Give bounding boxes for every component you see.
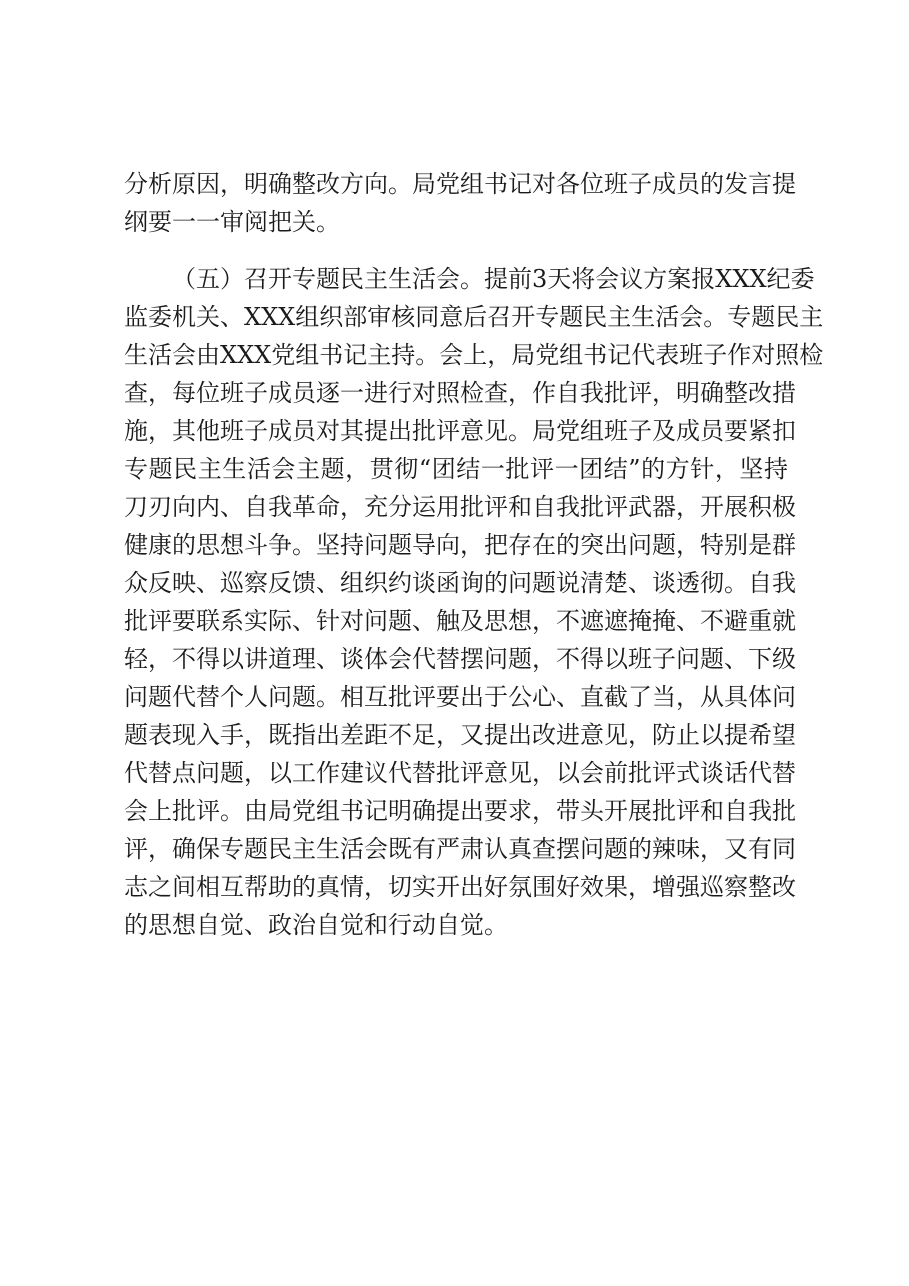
text-line: 生活会由XXX党组书记主持。会上，局党组书记代表班子作对照检	[124, 341, 824, 369]
text-line: 评，确保专题民主生活会既有严肃认真查摆问题的辣味，又有同	[124, 835, 796, 863]
text-line: 的思想自觉、政治自觉和行动自觉。	[124, 911, 508, 939]
text-line: （五）召开专题民主生活会。提前3天将会议方案报XXX纪委	[172, 265, 815, 293]
text-line: 题表现入手，既指出差距不足，又提出改进意见，防止以提希望	[124, 721, 796, 749]
text-line: 施，其他班子成员对其提出批评意见。局党组班子及成员要紧扣	[124, 417, 796, 445]
text-line: 批评要联系实际、针对问题、触及思想，不遮遮掩掩、不避重就	[124, 607, 796, 635]
text-line: 专题民主生活会主题，贯彻“团结一批评一团结”的方针，坚持	[124, 455, 788, 483]
text-line: 监委机关、XXX组织部审核同意后召开专题民主生活会。专题民主	[124, 303, 824, 331]
text-line: 代替点问题，以工作建议代替批评意见，以会前批评式谈话代替	[124, 759, 796, 787]
text-line: 众反映、巡察反馈、组织约谈函询的问题说清楚、谈透彻。自我	[124, 569, 796, 597]
text-line: 刀刃向内、自我革命，充分运用批评和自我批评武器，开展积极	[124, 493, 796, 521]
text-line: 纲要一一审阅把关。	[124, 208, 340, 236]
text-line: 查，每位班子成员逐一进行对照检查，作自我批评，明确整改措	[124, 379, 796, 407]
paragraph-2	[124, 260, 824, 944]
text-line: 会上批评。由局党组书记明确提出要求，带头开展批评和自我批	[124, 797, 796, 825]
paragraph-1	[124, 165, 796, 241]
text-line: 健康的思想斗争。坚持问题导向，把存在的突出问题，特别是群	[124, 531, 796, 559]
text-line: 志之间相互帮助的真情，切实开出好氛围好效果，增强巡察整改	[124, 873, 796, 901]
text-line: 问题代替个人问题。相互批评要出于公心、直截了当，从具体问	[124, 683, 796, 711]
text-line: 轻，不得以讲道理、谈体会代替摆问题，不得以班子问题、下级	[124, 645, 796, 673]
text-line: 分析原因，明确整改方向。局党组书记对各位班子成员的发言提	[124, 170, 796, 198]
